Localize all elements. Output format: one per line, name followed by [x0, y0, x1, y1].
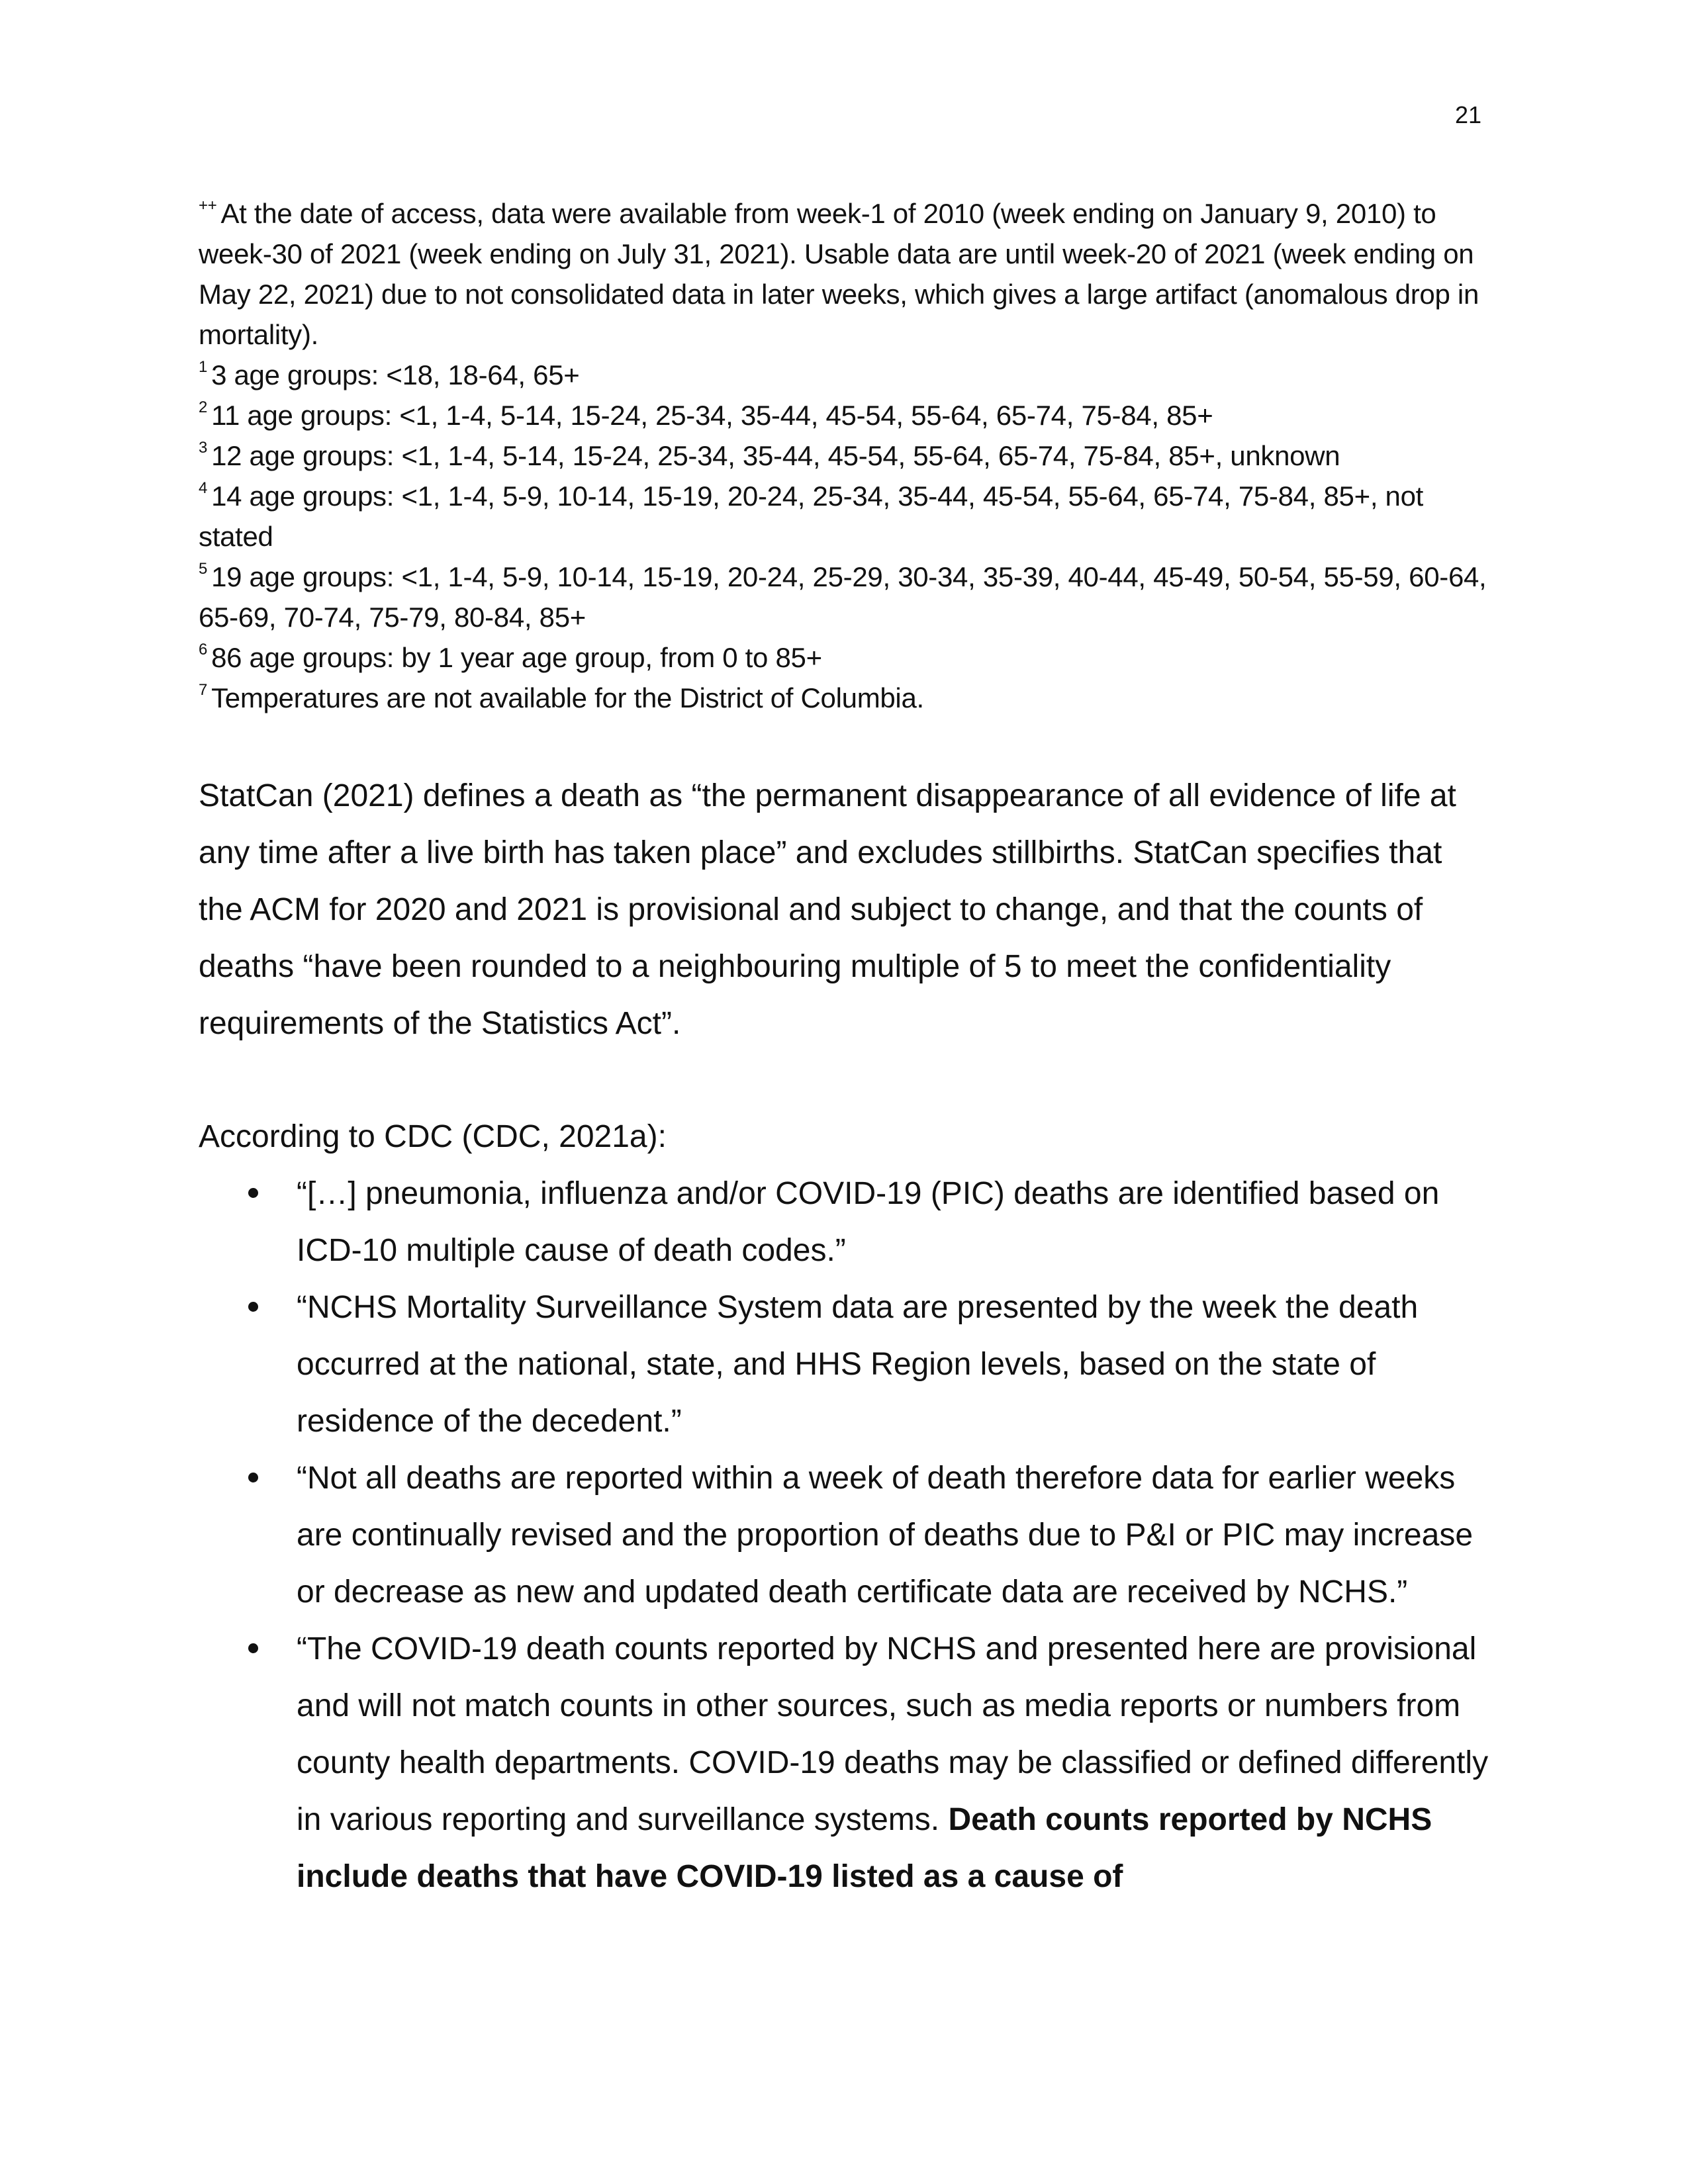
list-item [199, 1621, 1489, 1905]
footnote-data-availability [199, 193, 1489, 355]
list-item-text: “NCHS Mortality Surveillance System data are presented by the week the death occurred at the national, state, and HHS Region levels, based on the state of residence of the decedent.” [297, 1290, 1419, 1439]
list-item-bold-text: Death counts reported by NCHS include deaths that have COVID-19 listed as a cause of [297, 1802, 1432, 1894]
footnote-marker: ++ [199, 197, 217, 214]
page-number: 21 [1454, 101, 1481, 128]
footnote-marker: 7 [199, 681, 208, 699]
footnote-text: 12 age groups: <1, 1-4, 5-14, 15-24, 25-34, 35-44, 45-54, 55-64, 65-74, 75-84, 85+, unknown [211, 440, 1340, 471]
statcan-paragraph: StatCan (2021) defines a death as “the permanent disappearance of all evidence of life at any time after a live birth has taken place” and excludes stillbirths. StatCan specifies that the ACM for 2020 and 2021 is provisional and subject to change, and that the counts of deaths “have been rounded to a neighbouring multiple of 5 to meet the confidentiality requirements of the Statistics Act”. [199, 778, 1456, 1041]
bullet-icon [248, 1473, 258, 1482]
footnote-text: 3 age groups: <18, 18-64, 65+ [211, 359, 580, 390]
table-footnotes [199, 193, 1489, 718]
footnote-marker: 6 [199, 641, 208, 659]
list-item [199, 1450, 1489, 1621]
bullet-icon [248, 1302, 258, 1312]
footnote-marker: 1 [199, 358, 208, 376]
footnote-text: 86 age groups: by 1 year age group, from 0 to 85+ [211, 642, 822, 673]
footnote-marker: 3 [199, 439, 208, 457]
footnote-marker: 4 [199, 479, 208, 497]
bullet-icon [248, 1643, 258, 1653]
bullet-icon [248, 1188, 258, 1198]
footnote-text: 14 age groups: <1, 1-4, 5-9, 10-14, 15-19, 20-24, 25-34, 35-44, 45-54, 55-64, 65-74, 75-84, 85+, not stated [199, 480, 1424, 552]
footnote-7 [199, 678, 1489, 718]
footnote-3 [199, 435, 1489, 476]
footnote-text: 11 age groups: <1, 1-4, 5-14, 15-24, 25-34, 35-44, 45-54, 55-64, 65-74, 75-84, 85+ [211, 400, 1213, 431]
list-item-text: “The COVID-19 death counts reported by NCHS and presented here are provisional and will not match counts in other sources, such as media reports or numbers from county health departments. COVID-19 deaths may be classified or defined differently in various reporting and surveillance systems. [297, 1631, 1489, 1837]
list-item-text: “[…] pneumonia, influenza and/or COVID-19 (PIC) deaths are identified based on ICD-10 multiple cause of death codes.” [297, 1176, 1440, 1268]
footnote-marker: 2 [199, 398, 208, 416]
footnote-1 [199, 355, 1489, 395]
list-item [199, 1165, 1489, 1279]
footnote-5 [199, 557, 1489, 637]
footnote-marker: 5 [199, 560, 208, 578]
cdc-quote-list [199, 1165, 1489, 1905]
cdc-intro-paragraph: According to CDC (CDC, 2021a): [199, 1119, 667, 1154]
footnote-4 [199, 476, 1489, 557]
footnote-6 [199, 637, 1489, 678]
footnote-text: At the date of access, data were available from week-1 of 2010 (week ending on January 9, 2010) to week-30 of 2021 (week ending on July 31, 2021). Usable data are until week-20 of 2021 (week ending on May 22, 2021) due to not consolidated data in later weeks, which gives a large artifact (anomalous drop in mortality). [199, 198, 1479, 350]
footnote-text: 19 age groups: <1, 1-4, 5-9, 10-14, 15-19, 20-24, 25-29, 30-34, 35-39, 40-44, 45-49, 50-54, 55-59, 60-64, 65-69, 70-74, 75-79, 80-84, 85+ [199, 561, 1487, 633]
list-item [199, 1279, 1489, 1450]
footnote-text: Temperatures are not available for the District of Columbia. [211, 682, 924, 713]
footnote-2 [199, 395, 1489, 435]
list-item-text: “Not all deaths are reported within a week of death therefore data for earlier weeks are continually revised and the proportion of deaths due to P&I or PIC may increase or decrease as new and updated death certificate data are received by NCHS.” [297, 1461, 1474, 1610]
